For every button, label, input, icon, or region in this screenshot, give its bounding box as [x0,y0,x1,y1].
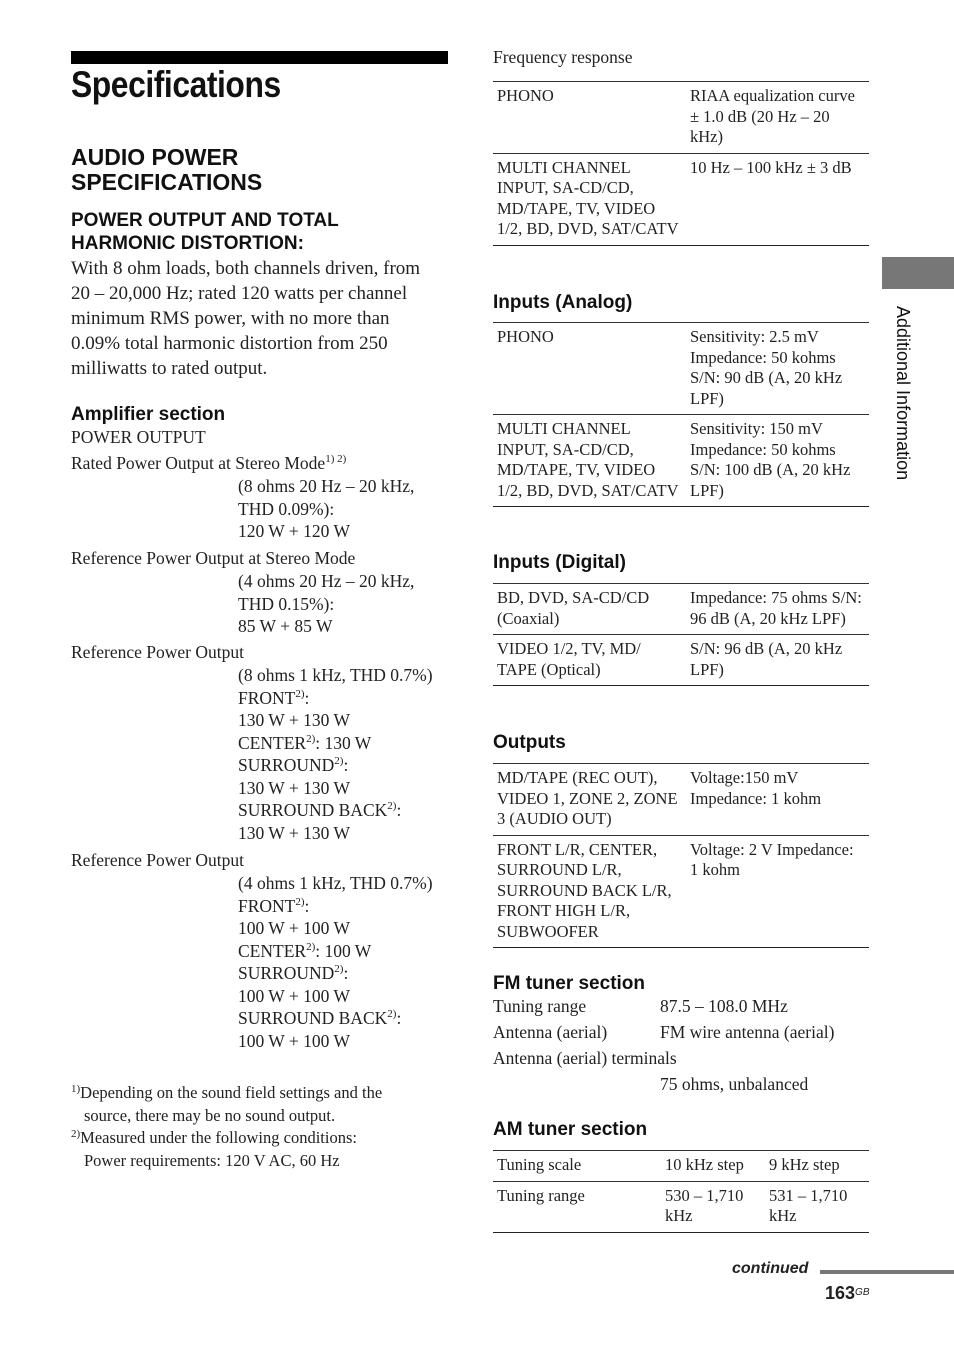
table-cell-value: S/N: 96 dB (A, 20 kHz LPF) [690,639,843,679]
ref-8ohm-surround-back [238,799,433,822]
colon: : [343,963,349,983]
surround-back-label: SURROUND BACK [238,800,388,820]
table-cell-input: BD, DVD, SA-CD/CD (Coaxial) [497,588,650,628]
footnote-2 [71,1127,382,1150]
footnote-1 [71,1082,382,1105]
table-row [493,82,869,154]
am-tuner-heading: AM tuner section [493,1119,648,1140]
table-cell-value: Voltage:150 mV Impedance: 1 kohm [690,768,822,808]
rated-power-values [238,475,414,543]
footnote-ref: 1) 2) [325,453,347,465]
footnote-1-cont: source, there may be no sound output. [84,1105,336,1125]
footnote-ref: 2) [295,895,305,908]
table-row [493,835,869,948]
table-row [493,635,869,686]
surround-back-label: SURROUND BACK [238,1008,388,1028]
footnote-text: Measured under the following conditions: [80,1128,357,1147]
fm-antenna-label: Antenna (aerial) [493,1022,608,1042]
fm-tuner-heading: FM tuner section [493,973,646,994]
amplifier-section-heading: Amplifier section [71,404,226,425]
outputs-table [493,763,869,948]
description-line: milliwatts to rated output. [71,358,268,379]
colon: : [396,800,402,820]
table-cell-input: MD/TAPE (REC OUT), VIDEO 1, ZONE 2, ZONE 3 (AUDIO OUT) [497,768,678,828]
outputs-heading: Outputs [493,732,566,753]
ref-8ohm-condition: (8 ohms 1 kHz, THD 0.7%) [238,665,433,685]
table-cell-value: 10 kHz step [665,1155,744,1174]
table-row [493,1151,869,1182]
table-cell-value: 531 – 1,710 kHz [769,1185,848,1225]
colon: : [396,1008,402,1028]
inputs-analog-heading: Inputs (Analog) [493,292,633,313]
table-row [493,153,869,245]
ref-4ohm-surround-value: 100 W + 100 W [238,985,350,1006]
ref-4ohm-front-value: 100 W + 100 W [238,918,350,938]
surround-label: SURROUND [238,963,335,983]
page-number [825,1283,870,1304]
footnote-ref: 2) [306,940,316,953]
center-value: : 100 W [315,940,372,961]
front-label: FRONT [238,687,296,708]
footnote-ref: 2) [306,732,316,745]
ref-8ohm-values [238,664,433,844]
table-row [493,1181,869,1232]
rated-thd: THD 0.09%): [238,498,335,519]
colon: : [304,895,310,916]
page-title: Specifications [71,64,281,105]
table-row [493,415,869,507]
fm-tuning-range-label: Tuning range [493,996,587,1016]
table-cell-input: VIDEO 1/2, TV, MD/ TAPE (Optical) [497,639,641,679]
section-tab-marker [882,257,954,289]
audio-power-heading [71,145,262,195]
footnotes [71,1082,382,1172]
table-cell-label: Tuning scale [497,1155,582,1174]
colon: : [304,687,310,708]
rated-value: 120 W + 120 W [238,521,350,541]
fm-tuning-range-value: 87.5 – 108.0 MHz [660,996,788,1016]
ref-8ohm-surround-value: 130 W + 130 W [238,777,350,798]
table-cell-value: 10 Hz – 100 kHz ± 3 dB [690,157,852,177]
ref-8ohm-label: Reference Power Output [71,642,244,662]
ref-8ohm-front [238,687,433,710]
front-label: FRONT [238,895,296,916]
footnote-ref: 2) [334,963,344,975]
center-label: CENTER [238,732,307,753]
description-line: minimum RMS power, with no more than [71,308,390,329]
ref-4ohm-center [238,940,433,963]
table-cell-value: Sensitivity: 150 mV Impedance: 50 kohms S/N: 100 dB (A, 20 kHz LPF) [690,419,851,500]
inputs-digital-table [493,583,869,686]
table-row [493,323,869,415]
power-output-heading [71,209,339,255]
table-cell-input: FRONT L/R, CENTER, SURROUND L/R, SURROUND BACK L/R, FRONT HIGH L/R, SUBWOOFER [497,839,672,941]
page-number-suffix: GB [855,1287,870,1298]
description-line: 20 – 20,000 Hz; rated 120 watts per channel [71,283,408,304]
table-cell-input: MULTI CHANNEL INPUT, SA-CD/CD, MD/TAPE, TV, VIDEO 1/2, BD, DVD, SAT/CATV [497,419,679,500]
audio-power-heading-line2: SPECIFICATIONS [71,169,263,195]
ref-4ohm-label: Reference Power Output [71,850,244,870]
surround-label: SURROUND [238,755,335,775]
colon: : [343,755,349,775]
description-line: 0.09% total harmonic distortion from 250 [71,333,388,354]
fm-terminals-label: Antenna (aerial) terminals [493,1048,677,1068]
ref-4ohm-values [238,872,433,1052]
power-output-heading-line1: POWER OUTPUT AND TOTAL [71,210,339,231]
footnote-ref: 2) [295,687,305,700]
power-output-label: POWER OUTPUT [71,427,206,447]
am-tuner-table [493,1150,869,1233]
footnote-2-cont: Power requirements: 120 V AC, 60 Hz [84,1150,340,1170]
footnote-text: Depending on the sound field settings and the [80,1083,383,1102]
ref-8ohm-center [238,732,433,755]
description-line: With 8 ohm loads, both channels driven, from [71,258,421,279]
ref-4ohm-surround [238,962,433,985]
table-cell-value: 530 – 1,710 kHz [665,1185,744,1225]
table-cell-input: PHONO [497,327,554,346]
table-cell-value: Impedance: 75 ohms S/N: 96 dB (A, 20 kHz LPF) [690,588,862,628]
inputs-digital-heading: Inputs (Digital) [493,552,626,573]
table-cell-value: Sensitivity: 2.5 mV Impedance: 50 kohms S/N: 90 dB (A, 20 kHz LPF) [690,327,843,408]
ref-8ohm-surround [238,754,433,777]
ref-stereo-label: Reference Power Output at Stereo Mode [71,548,356,568]
power-output-description [71,256,420,381]
title-rule [71,51,448,64]
table-cell-value: RIAA equalization curve ± 1.0 dB (20 Hz – 20 kHz) [690,86,855,146]
continued-label: continued [732,1260,809,1277]
center-label: CENTER [238,940,307,961]
ref-4ohm-front [238,895,433,918]
ref-8ohm-front-value: 130 W + 130 W [238,710,350,730]
rated-power-label [71,452,346,475]
page-number-value: 163 [825,1283,856,1303]
fm-antenna-value: FM wire antenna (aerial) [660,1022,835,1042]
continued-bar [820,1270,954,1274]
rated-power-text: Rated Power Output at Stereo Mode [71,453,326,473]
footnote-ref: 2) [387,1008,397,1020]
side-tab-label: Additional Information [893,306,913,481]
table-cell-input: PHONO [497,86,554,105]
table-row [493,764,869,836]
power-output-heading-line2: HARMONIC DISTORTION: [71,233,304,254]
table-cell-value: Voltage: 2 V Impedance: 1 kohm [690,839,854,879]
ref-4ohm-surround-back-value: 100 W + 100 W [238,1030,350,1051]
frequency-response-caption: Frequency response [493,47,633,67]
table-cell-input: MULTI CHANNEL INPUT, SA-CD/CD, MD/TAPE, TV, VIDEO 1/2, BD, DVD, SAT/CATV [497,157,679,238]
ref-4ohm-surround-back [238,1007,433,1030]
footnote-ref: 2) [387,800,397,812]
footnote-ref: 2) [334,755,344,767]
ref-stereo-values [238,570,414,638]
ref-8ohm-surround-back-value: 130 W + 130 W [238,822,350,843]
table-row [493,584,869,635]
ref-4ohm-condition: (4 ohms 1 kHz, THD 0.7%) [238,873,433,893]
inputs-analog-table [493,322,869,507]
footnote-mark: 1) [71,1083,81,1095]
rated-condition: (8 ohms 20 Hz – 20 kHz, [238,476,415,496]
ref-stereo-thd: THD 0.15%): [238,593,335,614]
audio-power-heading-line1: AUDIO POWER [71,144,239,170]
ref-stereo-value: 85 W + 85 W [238,616,333,636]
ref-stereo-condition: (4 ohms 20 Hz – 20 kHz, [238,571,415,591]
fm-terminals-value: 75 ohms, unbalanced [660,1074,809,1094]
table-cell-value: 9 kHz step [769,1155,840,1174]
table-cell-label: Tuning range [497,1185,585,1205]
center-value: : 130 W [315,732,372,753]
footnote-mark: 2) [71,1128,81,1140]
frequency-response-table [493,81,869,246]
